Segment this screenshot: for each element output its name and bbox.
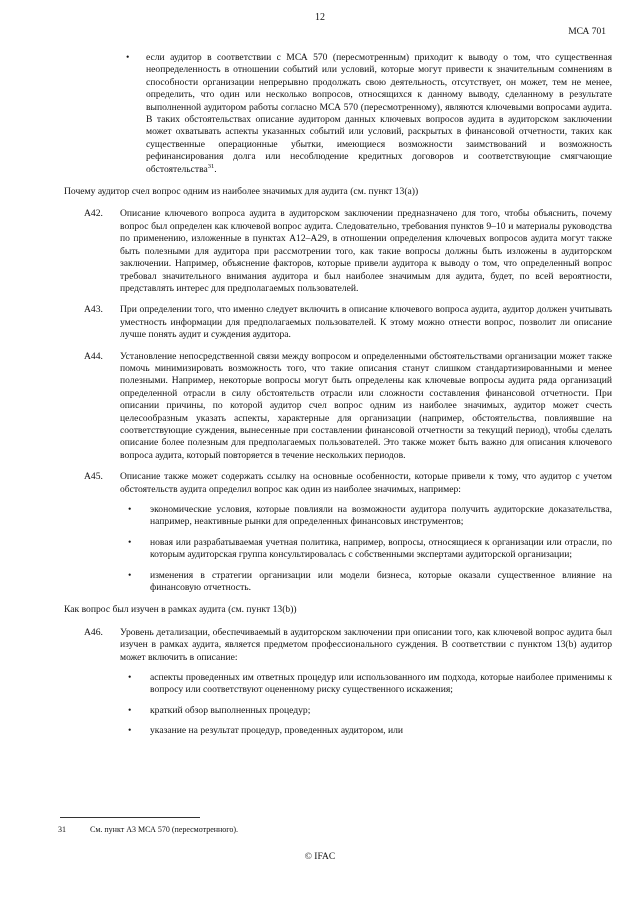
paragraph-text: Установление непосредственной связи между вопросом и определенными обстоятельствами организации может также помочь минимизировать возможность того, что такие описания станут слишком стандартизированными и менее полезными. Например, некоторые вопросы могут быть определены как ключевые вопросы аудита ряда организаций определенной отрасли в силу обстоятельств отрасли или сложности составления финансовой отчетности. При описании причины, по которой аудитор счел вопрос одним из наиболее значимых, аудитор может счесть целесообразным указать аспекты, характерные для организации (например, обстоятельства, повлиявшие на соответствующие суждения, вынесенные при составлении финансовой отчетности за текущий период), чтобы сделать описание более полезным для предполагаемых пользователей. Это также может быть важно для описания ключевого вопроса аудита, который повторяется в течение нескольких периодов. — [120, 350, 612, 461]
footnote-ref: 31 — [207, 162, 215, 170]
paragraph-text: Описание ключевого вопроса аудита в аудиторском заключении предназначено для того, чтобы объяснить, почему вопрос был определен как ключевой вопрос аудита. Следовательно, требования пунктов 9–10 и материалы руководства по применению, изложенные в пунктах А12–А29, в отношении определения ключевых вопросов аудита могут также быть полезными для аудитора при рассмотрении того, как такие вопросы должны быть изложены в аудиторском заключении. Например, объяснение факторов, которые привели аудитора к выводу о том, что определенный вопрос требовал значительного внимания аудитора и был наиболее значимым для аудита, будет, по всей вероятности, представлять интерес для предполагаемых пользователей. — [120, 208, 612, 294]
list-item — [120, 725, 612, 737]
section-heading-how: Как вопрос был изучен в рамках аудита (см. пункт 13(b)) — [64, 604, 297, 616]
paragraph-a43 — [84, 304, 612, 341]
paragraph-a46 — [84, 627, 612, 738]
list-item-text: указание на результат процедур, проведенных аудитором, или — [150, 725, 404, 737]
paragraph-a42 — [84, 208, 612, 295]
intro-bullet-text: если аудитор в соответствии с МСА 570 (пересмотренным) приходит к выводу о том, что существенная неопределенность в отношении событий или условий, которые могут привести к значительным сомнениям в способности организации непрерывно продолжать свою деятельность, отсутствует, он может, тем не менее, определить, что один или несколько вопросов, относящихся к данному выводу, сделанному в результате выполненной аудитором работы согласно МСА 570 (пересмотренному), являются ключевыми вопросами аудита. В таких обстоятельствах описание аудитором данных ключевых вопросов аудита в аудиторском заключении может охватывать аспекты указанных событий или условий, раскрытых в финансовой отчетности, таких как существенные операционные убытки, имеющиеся возможности заимствований и возможность рефинансирования долга или несоблюдение кредитных договоров и соответствующие смягчающие обстоятельства — [146, 52, 612, 175]
paragraph-number: A44. — [84, 350, 103, 362]
section-heading-why: Почему аудитор счел вопрос одним из наиболее значимых для аудита (см. пункт 13(а)) — [64, 186, 419, 198]
footnote — [58, 825, 238, 834]
list-item — [120, 537, 612, 562]
list-item-text: краткий обзор выполненных процедур; — [150, 704, 311, 716]
list-item-text: экономические условия, которые повлияли на возможности аудитора получить аудиторские доказательства, например, неактивные рынки для определенных финансовых инструментов; — [150, 504, 612, 528]
list-item — [120, 705, 612, 717]
footnote-text: См. пункт А3 МСА 570 (пересмотренного). — [90, 825, 239, 834]
paragraph-text: Описание также может содержать ссылку на основные особенности, которые привели к тому, что аудитор с учетом обстоятельств аудита определил вопрос как один из наиболее значимых, например: — [120, 471, 612, 495]
list-item-text: аспекты проведенных им ответных процедур или использованного им подхода, которые наиболее применимы к вопросу или соответствуют оцененному риску существенного искажения; — [150, 672, 612, 696]
page-footer: © IFAC — [304, 852, 336, 862]
intro-bullet — [84, 52, 612, 176]
paragraph-text: При определении того, что именно следует включить в описание ключевого вопроса аудита, аудитор должен учитывать уместность информации для предполагаемых пользователей. К этому можно отнести вопрос, позволит ли описание лучше понять аудит и суждения аудитора. — [120, 304, 612, 341]
page-body — [64, 52, 612, 747]
list-item-text: изменения в стратегии организации или модели бизнеса, которые оказали существенное влияние на финансовую отчетность. — [150, 569, 612, 594]
footnote-number: 31 — [58, 825, 66, 834]
bullet-icon: • — [128, 569, 132, 581]
page-number: 12 — [315, 12, 325, 23]
list-item-text: новая или разрабатываемая учетная политика, например, вопросы, относящиеся к организации или отрасли, по которым аудиторская группа консультировалась с собственными экспертами аудиторской организации; — [150, 536, 612, 561]
bullet-icon: • — [128, 725, 132, 737]
bullet-icon: • — [126, 52, 130, 63]
paragraph-a44 — [84, 351, 612, 463]
footnote-divider — [60, 817, 200, 818]
bullet-icon: • — [128, 672, 132, 684]
list-item — [120, 672, 612, 697]
bullet-icon: • — [128, 504, 132, 515]
paragraph-text: Уровень детализации, обеспечиваемый в аудиторском заключении при описании того, как ключевой вопрос аудита был изучен в рамках аудита, является предметом профессионального суждения. В соответствии с пунктом 13(b) аудитор может включить в описание: — [120, 626, 612, 663]
bullet-icon: • — [128, 536, 132, 548]
list-item — [120, 504, 612, 529]
list-item — [120, 570, 612, 595]
intro-bullet-end: . — [214, 163, 217, 175]
document-code: МСА 701 — [568, 27, 606, 37]
paragraph-number: A42. — [84, 208, 103, 220]
bullet-icon: • — [128, 704, 132, 716]
paragraph-a45 — [84, 471, 612, 594]
paragraph-number: A46. — [84, 626, 103, 638]
paragraph-number: A43. — [84, 304, 103, 316]
paragraph-number: A45. — [84, 471, 103, 483]
